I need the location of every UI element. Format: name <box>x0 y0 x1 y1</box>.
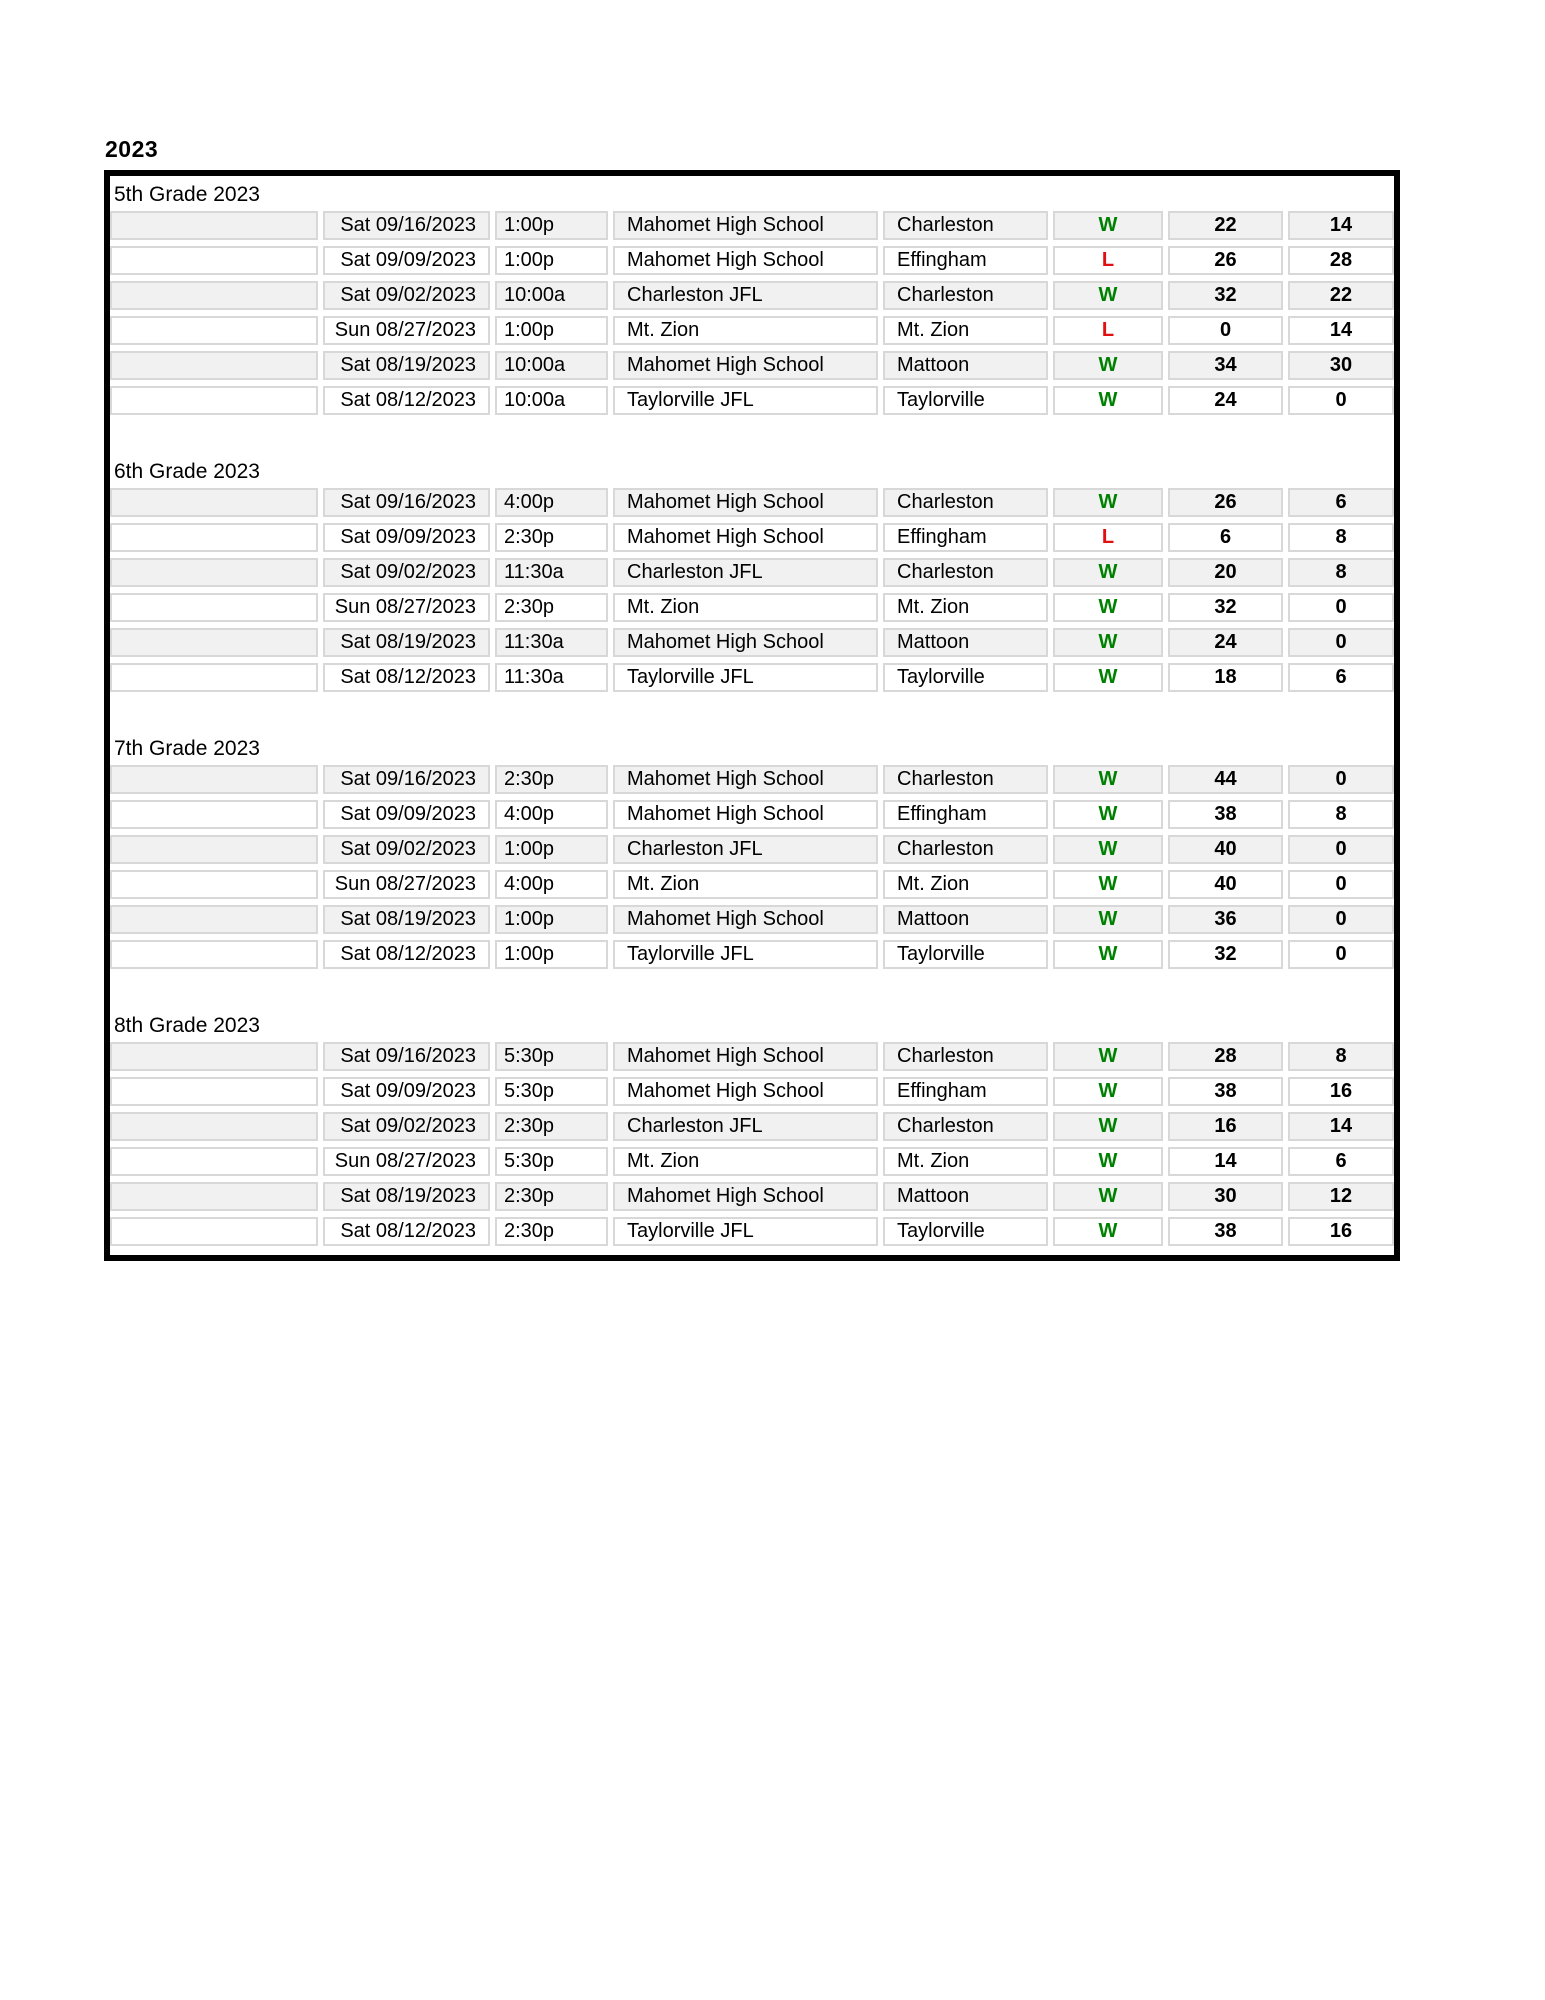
game-time: 11:30a <box>495 663 608 692</box>
score-against: 14 <box>1288 316 1394 345</box>
team-cell <box>110 1077 318 1106</box>
score-against: 6 <box>1288 1147 1394 1176</box>
game-row <box>110 1112 1394 1141</box>
game-date: Sat 09/16/2023 <box>323 488 490 517</box>
game-row <box>110 1182 1394 1211</box>
game-time: 5:30p <box>495 1077 608 1106</box>
schedule-table <box>104 170 1400 1261</box>
score-against: 0 <box>1288 940 1394 969</box>
score-against: 8 <box>1288 800 1394 829</box>
game-location: Mt. Zion <box>613 316 878 345</box>
game-date: Sat 09/16/2023 <box>323 765 490 794</box>
game-location: Charleston JFL <box>613 558 878 587</box>
game-time: 1:00p <box>495 246 608 275</box>
game-opponent: Mattoon <box>883 628 1048 657</box>
game-opponent: Effingham <box>883 1077 1048 1106</box>
score-for: 20 <box>1168 558 1283 587</box>
game-time: 10:00a <box>495 351 608 380</box>
game-time: 4:00p <box>495 800 608 829</box>
game-date: Sat 09/09/2023 <box>323 1077 490 1106</box>
score-for: 26 <box>1168 246 1283 275</box>
game-opponent: Mattoon <box>883 351 1048 380</box>
game-location: Mahomet High School <box>613 488 878 517</box>
game-row <box>110 488 1394 517</box>
score-for: 30 <box>1168 1182 1283 1211</box>
game-result: W <box>1053 1217 1163 1246</box>
game-time: 2:30p <box>495 1112 608 1141</box>
team-cell <box>110 1042 318 1071</box>
game-time: 4:00p <box>495 488 608 517</box>
game-opponent: Charleston <box>883 211 1048 240</box>
score-against: 16 <box>1288 1077 1394 1106</box>
game-result: W <box>1053 281 1163 310</box>
game-result: W <box>1053 800 1163 829</box>
team-cell <box>110 870 318 899</box>
game-date: Sun 08/27/2023 <box>323 870 490 899</box>
section-label: 8th Grade 2023 <box>114 1013 260 1037</box>
game-opponent: Taylorville <box>883 663 1048 692</box>
game-opponent: Mattoon <box>883 905 1048 934</box>
game-date: Sat 09/16/2023 <box>323 211 490 240</box>
game-opponent: Taylorville <box>883 1217 1048 1246</box>
game-result: W <box>1053 488 1163 517</box>
game-time: 1:00p <box>495 211 608 240</box>
game-result: W <box>1053 211 1163 240</box>
game-time: 1:00p <box>495 940 608 969</box>
game-date: Sat 09/09/2023 <box>323 246 490 275</box>
score-against: 8 <box>1288 523 1394 552</box>
game-location: Mahomet High School <box>613 765 878 794</box>
game-row <box>110 1147 1394 1176</box>
team-cell <box>110 835 318 864</box>
score-for: 0 <box>1168 316 1283 345</box>
score-against: 0 <box>1288 905 1394 934</box>
score-for: 14 <box>1168 1147 1283 1176</box>
game-row <box>110 386 1394 415</box>
game-opponent: Charleston <box>883 835 1048 864</box>
game-date: Sat 08/12/2023 <box>323 386 490 415</box>
game-row <box>110 1042 1394 1071</box>
team-cell <box>110 316 318 345</box>
score-for: 24 <box>1168 628 1283 657</box>
game-result: W <box>1053 628 1163 657</box>
team-cell <box>110 1182 318 1211</box>
score-for: 6 <box>1168 523 1283 552</box>
section-rows <box>110 211 1394 415</box>
page-title: 2023 <box>105 136 159 162</box>
score-for: 40 <box>1168 870 1283 899</box>
game-location: Mt. Zion <box>613 870 878 899</box>
game-opponent: Effingham <box>883 246 1048 275</box>
grade-section <box>110 1009 1394 1246</box>
game-time: 10:00a <box>495 386 608 415</box>
score-for: 34 <box>1168 351 1283 380</box>
section-label: 7th Grade 2023 <box>114 736 260 760</box>
game-result: L <box>1053 316 1163 345</box>
game-row <box>110 628 1394 657</box>
game-row <box>110 523 1394 552</box>
score-for: 38 <box>1168 1217 1283 1246</box>
game-time: 1:00p <box>495 905 608 934</box>
game-opponent: Taylorville <box>883 940 1048 969</box>
game-location: Taylorville JFL <box>613 663 878 692</box>
score-against: 0 <box>1288 628 1394 657</box>
score-against: 30 <box>1288 351 1394 380</box>
game-date: Sat 08/12/2023 <box>323 1217 490 1246</box>
game-time: 1:00p <box>495 835 608 864</box>
game-date: Sun 08/27/2023 <box>323 316 490 345</box>
team-cell <box>110 386 318 415</box>
game-date: Sun 08/27/2023 <box>323 1147 490 1176</box>
game-opponent: Mt. Zion <box>883 316 1048 345</box>
game-row <box>110 870 1394 899</box>
team-cell <box>110 351 318 380</box>
game-time: 2:30p <box>495 765 608 794</box>
game-result: W <box>1053 351 1163 380</box>
game-result: W <box>1053 765 1163 794</box>
game-result: W <box>1053 1112 1163 1141</box>
team-cell <box>110 1112 318 1141</box>
team-cell <box>110 663 318 692</box>
game-result: W <box>1053 593 1163 622</box>
team-cell <box>110 281 318 310</box>
game-row <box>110 800 1394 829</box>
game-opponent: Effingham <box>883 800 1048 829</box>
team-cell <box>110 488 318 517</box>
score-against: 0 <box>1288 870 1394 899</box>
game-row <box>110 211 1394 240</box>
game-result: W <box>1053 1077 1163 1106</box>
score-for: 32 <box>1168 281 1283 310</box>
game-date: Sat 09/02/2023 <box>323 1112 490 1141</box>
game-result: W <box>1053 940 1163 969</box>
team-cell <box>110 628 318 657</box>
score-for: 28 <box>1168 1042 1283 1071</box>
team-cell <box>110 1217 318 1246</box>
grade-section <box>110 178 1394 415</box>
game-result: W <box>1053 663 1163 692</box>
section-label: 5th Grade 2023 <box>114 182 260 206</box>
score-against: 14 <box>1288 1112 1394 1141</box>
score-against: 8 <box>1288 1042 1394 1071</box>
game-location: Mahomet High School <box>613 246 878 275</box>
score-for: 36 <box>1168 905 1283 934</box>
score-against: 6 <box>1288 663 1394 692</box>
game-opponent: Taylorville <box>883 386 1048 415</box>
game-time: 2:30p <box>495 593 608 622</box>
score-for: 32 <box>1168 593 1283 622</box>
game-row <box>110 1217 1394 1246</box>
score-for: 44 <box>1168 765 1283 794</box>
game-result: L <box>1053 246 1163 275</box>
score-against: 16 <box>1288 1217 1394 1246</box>
game-location: Taylorville JFL <box>613 386 878 415</box>
game-date: Sat 08/19/2023 <box>323 351 490 380</box>
game-time: 5:30p <box>495 1042 608 1071</box>
game-opponent: Charleston <box>883 1112 1048 1141</box>
game-result: W <box>1053 1182 1163 1211</box>
game-location: Mahomet High School <box>613 351 878 380</box>
score-for: 24 <box>1168 386 1283 415</box>
game-row <box>110 940 1394 969</box>
game-row <box>110 905 1394 934</box>
game-row <box>110 558 1394 587</box>
game-opponent: Charleston <box>883 281 1048 310</box>
section-rows <box>110 1042 1394 1246</box>
section-rows <box>110 765 1394 969</box>
game-location: Mahomet High School <box>613 905 878 934</box>
team-cell <box>110 523 318 552</box>
game-date: Sat 09/02/2023 <box>323 281 490 310</box>
game-opponent: Mt. Zion <box>883 1147 1048 1176</box>
game-time: 2:30p <box>495 523 608 552</box>
score-against: 14 <box>1288 211 1394 240</box>
game-location: Taylorville JFL <box>613 940 878 969</box>
game-date: Sun 08/27/2023 <box>323 593 490 622</box>
game-row <box>110 593 1394 622</box>
game-result: W <box>1053 835 1163 864</box>
score-against: 22 <box>1288 281 1394 310</box>
grade-section <box>110 455 1394 692</box>
grade-section <box>110 732 1394 969</box>
team-cell <box>110 800 318 829</box>
section-rows <box>110 488 1394 692</box>
game-opponent: Mt. Zion <box>883 870 1048 899</box>
game-date: Sat 09/02/2023 <box>323 835 490 864</box>
game-date: Sat 09/02/2023 <box>323 558 490 587</box>
team-cell <box>110 905 318 934</box>
game-result: W <box>1053 558 1163 587</box>
game-row <box>110 351 1394 380</box>
game-location: Mahomet High School <box>613 800 878 829</box>
score-for: 38 <box>1168 800 1283 829</box>
game-row <box>110 246 1394 275</box>
game-opponent: Mt. Zion <box>883 593 1048 622</box>
game-opponent: Effingham <box>883 523 1048 552</box>
game-location: Charleston JFL <box>613 1112 878 1141</box>
score-for: 18 <box>1168 663 1283 692</box>
game-opponent: Mattoon <box>883 1182 1048 1211</box>
game-time: 4:00p <box>495 870 608 899</box>
team-cell <box>110 211 318 240</box>
game-row <box>110 663 1394 692</box>
game-result: W <box>1053 1147 1163 1176</box>
team-cell <box>110 246 318 275</box>
game-location: Charleston JFL <box>613 281 878 310</box>
score-for: 26 <box>1168 488 1283 517</box>
score-for: 40 <box>1168 835 1283 864</box>
game-date: Sat 09/16/2023 <box>323 1042 490 1071</box>
game-opponent: Charleston <box>883 488 1048 517</box>
game-opponent: Charleston <box>883 1042 1048 1071</box>
game-location: Mahomet High School <box>613 523 878 552</box>
team-cell <box>110 765 318 794</box>
game-location: Mahomet High School <box>613 628 878 657</box>
score-for: 22 <box>1168 211 1283 240</box>
score-against: 0 <box>1288 835 1394 864</box>
game-date: Sat 08/12/2023 <box>323 663 490 692</box>
score-against: 8 <box>1288 558 1394 587</box>
score-for: 32 <box>1168 940 1283 969</box>
game-date: Sat 08/19/2023 <box>323 905 490 934</box>
game-time: 11:30a <box>495 628 608 657</box>
game-row <box>110 316 1394 345</box>
game-location: Mt. Zion <box>613 593 878 622</box>
game-row <box>110 281 1394 310</box>
game-location: Charleston JFL <box>613 835 878 864</box>
game-time: 1:00p <box>495 316 608 345</box>
game-opponent: Charleston <box>883 558 1048 587</box>
game-result: W <box>1053 386 1163 415</box>
game-location: Mahomet High School <box>613 1077 878 1106</box>
game-result: W <box>1053 870 1163 899</box>
section-label: 6th Grade 2023 <box>114 459 260 483</box>
game-date: Sat 08/12/2023 <box>323 940 490 969</box>
game-result: W <box>1053 905 1163 934</box>
score-against: 28 <box>1288 246 1394 275</box>
game-date: Sat 09/09/2023 <box>323 800 490 829</box>
team-cell <box>110 940 318 969</box>
game-time: 5:30p <box>495 1147 608 1176</box>
game-time: 2:30p <box>495 1217 608 1246</box>
game-time: 10:00a <box>495 281 608 310</box>
team-cell <box>110 593 318 622</box>
game-location: Taylorville JFL <box>613 1217 878 1246</box>
game-opponent: Charleston <box>883 765 1048 794</box>
game-location: Mahomet High School <box>613 1042 878 1071</box>
score-against: 6 <box>1288 488 1394 517</box>
game-time: 11:30a <box>495 558 608 587</box>
score-against: 0 <box>1288 386 1394 415</box>
game-location: Mahomet High School <box>613 211 878 240</box>
game-row <box>110 835 1394 864</box>
score-for: 16 <box>1168 1112 1283 1141</box>
game-row <box>110 1077 1394 1106</box>
game-date: Sat 09/09/2023 <box>323 523 490 552</box>
score-for: 38 <box>1168 1077 1283 1106</box>
score-against: 0 <box>1288 765 1394 794</box>
team-cell <box>110 1147 318 1176</box>
game-location: Mt. Zion <box>613 1147 878 1176</box>
score-against: 12 <box>1288 1182 1394 1211</box>
game-date: Sat 08/19/2023 <box>323 628 490 657</box>
score-against: 0 <box>1288 593 1394 622</box>
game-result: W <box>1053 1042 1163 1071</box>
team-cell <box>110 558 318 587</box>
game-time: 2:30p <box>495 1182 608 1211</box>
game-location: Mahomet High School <box>613 1182 878 1211</box>
game-date: Sat 08/19/2023 <box>323 1182 490 1211</box>
game-result: L <box>1053 523 1163 552</box>
game-row <box>110 765 1394 794</box>
